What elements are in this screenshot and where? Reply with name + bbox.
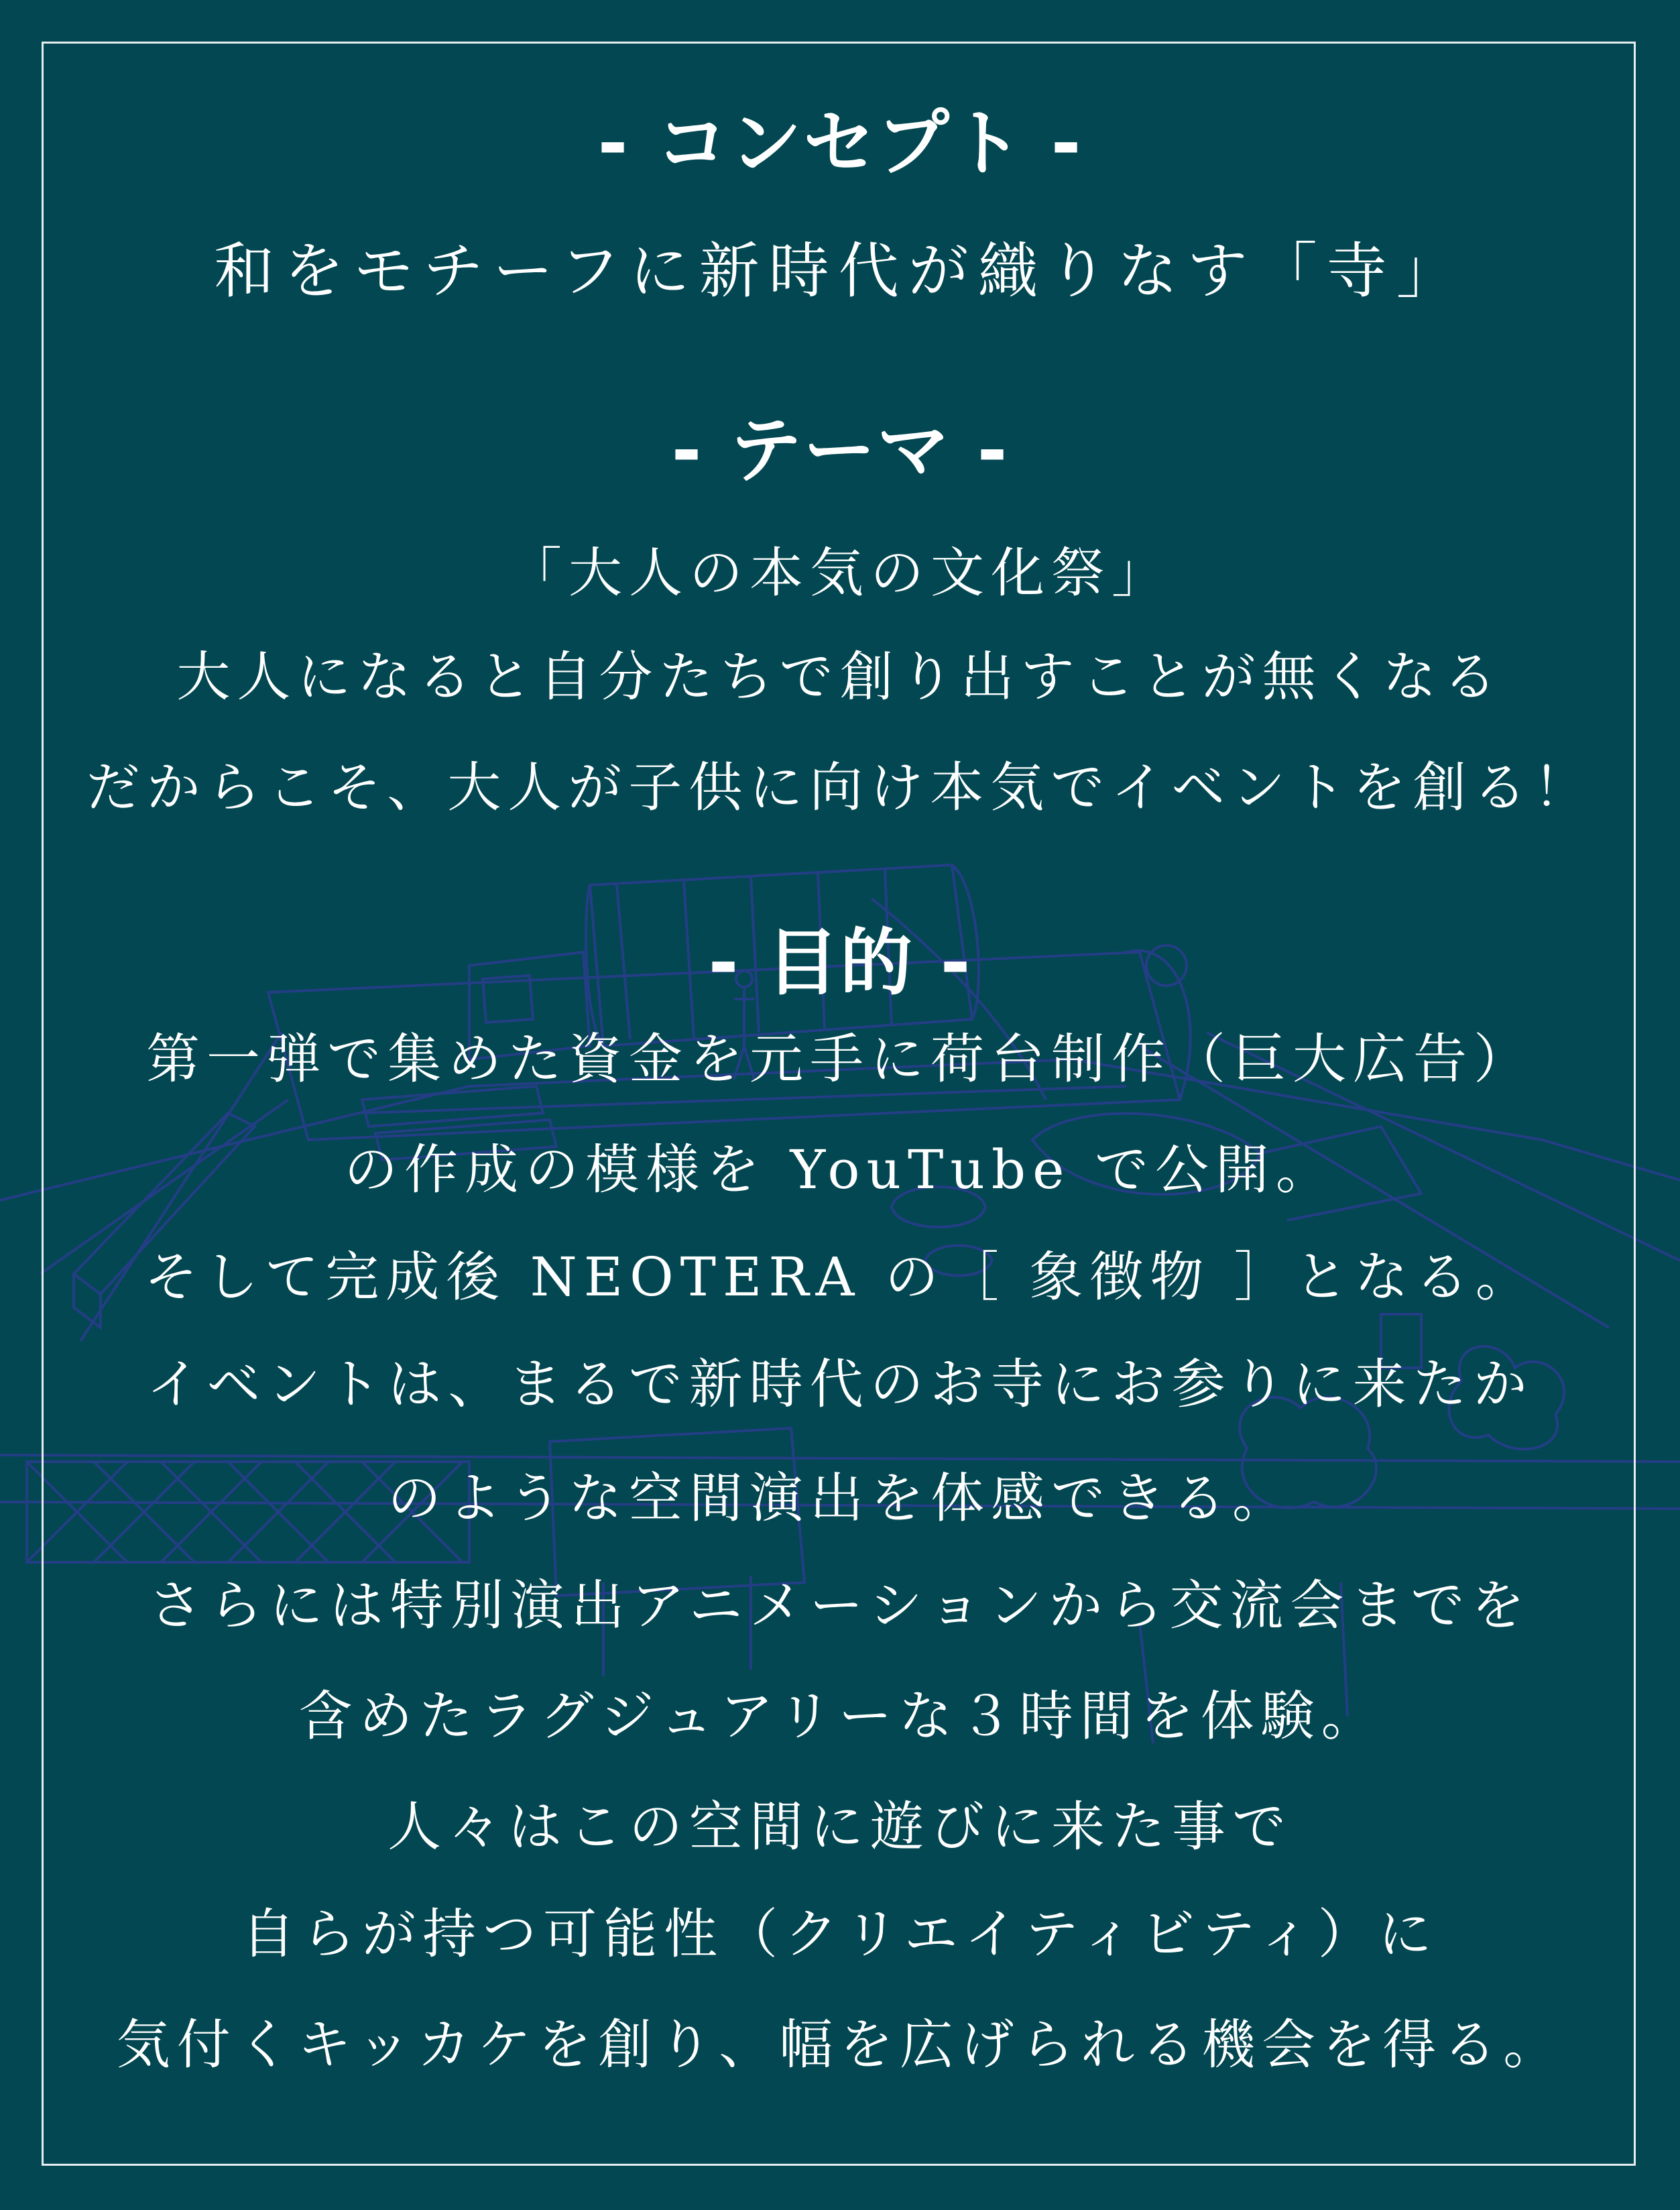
purpose-line: 人々はこの空間に遊びに来た事で <box>387 1796 1293 1858</box>
purpose-line: イベントは、まるで新時代のお寺にお参りに来たか <box>146 1353 1534 1415</box>
theme-heading: - テーマ - <box>671 409 1009 493</box>
purpose-line: のような空間演出を体感できる。 <box>387 1467 1293 1529</box>
theme-line: 大人になると自分たちで創り出すことが無くなる <box>176 646 1504 708</box>
purpose-line: 含めたラグジュアリーな３時間を体験。 <box>298 1685 1382 1747</box>
purpose-heading: - 目的 - <box>708 921 972 1005</box>
purpose-line: の作成の模様を YouTube で公開。 <box>344 1139 1336 1201</box>
purpose-line: さらには特別演出アニメーションから交流会までを <box>148 1574 1532 1637</box>
concept-line: 和をモチーフに新時代が織りなす「寺」 <box>214 236 1466 306</box>
purpose-line: 気付くキッカケを創り、幅を広げられる機会を得る。 <box>116 2014 1564 2076</box>
purpose-line: 第一弾で集めた資金を元手に荷台制作（巨大広告） <box>146 1028 1534 1090</box>
purpose-line: そして完成後 NEOTERA の［ 象徴物 ］となる。 <box>144 1246 1536 1308</box>
purpose-line: 自らが持つ可能性（クリエイティビティ）に <box>241 1903 1439 1965</box>
concept-heading: - コンセプト - <box>597 102 1083 186</box>
theme-line: 「大人の本気の文化祭」 <box>508 542 1172 604</box>
theme-line: だからこそ、大人が子供に向け本気でイベントを創る！ <box>86 756 1594 819</box>
